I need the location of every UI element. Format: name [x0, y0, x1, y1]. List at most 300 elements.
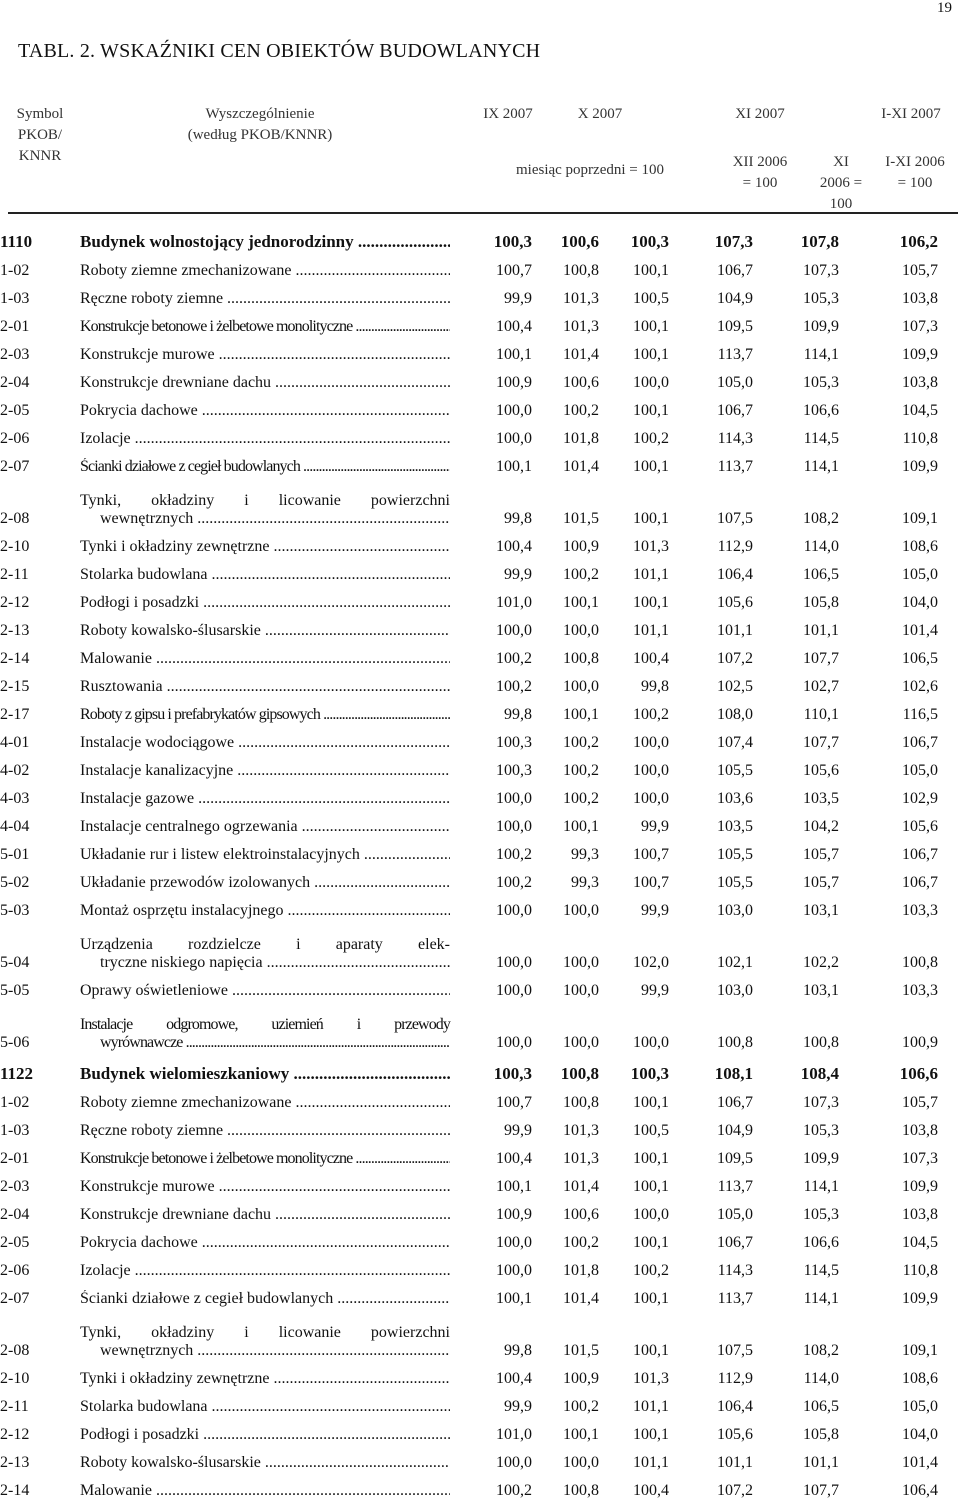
value-cell: 109,9 — [902, 1290, 938, 1307]
row-description-text: Ścianki działowe z cegieł budowlanych ..... — [80, 458, 450, 476]
value-cell: 101,1 — [717, 1454, 753, 1471]
value-cell: 109,9 — [902, 458, 938, 475]
value-cell: 100,8 — [563, 262, 599, 279]
value-cell: 105,6 — [803, 762, 839, 779]
value-cell: 102,6 — [902, 678, 938, 695]
table-row — [0, 1224, 960, 1252]
row-description — [80, 752, 450, 780]
value-cell: 99,9 — [504, 290, 532, 307]
value-cell: 105,0 — [902, 566, 938, 583]
value-cell: 104,5 — [902, 402, 938, 419]
value-cell: 100,1 — [633, 510, 669, 527]
value-cell: 100,3 — [493, 1064, 532, 1083]
value-cell: 107,5 — [717, 1342, 753, 1359]
row-code: 1-03 — [0, 1122, 30, 1139]
table-row — [0, 1444, 960, 1472]
value-cell: 105,0 — [902, 762, 938, 779]
row-description-line2: tryczne niskiego napięcia ..... — [80, 954, 450, 972]
table-row — [0, 1000, 960, 1052]
row-code: 2-13 — [0, 1454, 30, 1471]
value-cell: 107,5 — [717, 510, 753, 527]
row-code: 2-06 — [0, 1262, 30, 1279]
row-description — [80, 1416, 450, 1444]
value-cell: 99,9 — [641, 902, 669, 919]
row-code: 5-03 — [0, 902, 30, 919]
row-code: 2-11 — [0, 566, 29, 583]
row-description — [80, 696, 450, 724]
value-cell: 100,8 — [563, 650, 599, 667]
value-cell: 101,4 — [902, 622, 938, 639]
row-code: 2-07 — [0, 458, 30, 475]
row-description-text: Podłogi i posadzki ..... — [80, 594, 450, 612]
value-cell: 100,1 — [633, 346, 669, 363]
table-row — [0, 864, 960, 892]
value-cell: 100,0 — [633, 734, 669, 751]
value-cell: 100,2 — [563, 1234, 599, 1251]
row-description — [80, 528, 450, 556]
row-description — [80, 640, 450, 668]
value-cell: 105,0 — [717, 374, 753, 391]
row-description-text: Pokrycia dachowe ..... — [80, 402, 450, 420]
value-cell: 101,1 — [803, 1454, 839, 1471]
value-cell: 100,9 — [563, 538, 599, 555]
value-cell: 108,6 — [902, 538, 938, 555]
value-cell: 105,7 — [902, 1094, 938, 1111]
value-cell: 106,6 — [803, 1234, 839, 1251]
value-cell: 101,3 — [563, 1150, 599, 1167]
row-description — [80, 836, 450, 864]
value-cell: 108,4 — [800, 1064, 839, 1083]
row-code: 2-11 — [0, 1398, 29, 1415]
row-description — [80, 724, 450, 752]
table-row — [0, 1084, 960, 1112]
value-cell: 100,0 — [563, 1454, 599, 1471]
row-description — [80, 808, 450, 836]
value-cell: 100,0 — [563, 1034, 599, 1051]
value-cell: 100,4 — [496, 1150, 532, 1167]
value-cell: 101,4 — [563, 1178, 599, 1195]
value-cell: 110,8 — [902, 430, 938, 447]
row-code: 2-08 — [0, 1342, 30, 1359]
value-cell: 100,1 — [633, 458, 669, 475]
value-cell: 100,6 — [563, 374, 599, 391]
value-cell: 103,5 — [717, 818, 753, 835]
value-cell: 99,8 — [504, 706, 532, 723]
value-cell: 104,9 — [717, 290, 753, 307]
value-cell: 103,6 — [717, 790, 753, 807]
row-description — [80, 972, 450, 1000]
row-description — [80, 864, 450, 892]
table-row — [0, 1252, 960, 1280]
value-cell: 100,1 — [563, 818, 599, 835]
value-cell: 100,1 — [496, 346, 532, 363]
row-description-text: Układanie rur i listew elektroinstalacyjnych ..... — [80, 846, 450, 864]
value-cell: 100,5 — [633, 1122, 669, 1139]
table-row — [0, 920, 960, 972]
header-base-xi2006: XI 2006 = 100 — [819, 154, 863, 212]
row-description — [80, 392, 450, 420]
value-cell: 101,0 — [496, 594, 532, 611]
value-cell: 99,9 — [641, 982, 669, 999]
value-cell: 101,1 — [633, 1398, 669, 1415]
header-period-xi: XI 2007 — [735, 106, 785, 122]
row-description — [80, 364, 450, 392]
page-number: 19 — [937, 0, 952, 16]
row-description-text: Stolarka budowlana ..... — [80, 566, 450, 584]
value-cell: 100,7 — [633, 874, 669, 891]
row-description — [80, 336, 450, 364]
value-cell: 100,0 — [496, 902, 532, 919]
value-cell: 100,1 — [496, 458, 532, 475]
value-cell: 102,9 — [902, 790, 938, 807]
table-row — [0, 420, 960, 448]
value-cell: 101,5 — [563, 510, 599, 527]
value-cell: 110,1 — [803, 706, 839, 723]
row-code: 1-02 — [0, 262, 30, 279]
value-cell: 107,7 — [803, 650, 839, 667]
value-cell: 100,3 — [496, 762, 532, 779]
row-description-text: Roboty ziemne zmechanizowane ..... — [80, 262, 450, 280]
row-description — [80, 1444, 450, 1472]
row-description-text: Konstrukcje betonowe i żelbetowe monolityczne ..... — [80, 1150, 450, 1168]
row-description-text: Izolacje ..... — [80, 1262, 450, 1280]
value-cell: 114,0 — [803, 538, 839, 555]
value-cell: 100,1 — [633, 318, 669, 335]
row-description-text: Podłogi i posadzki ..... — [80, 1426, 450, 1444]
value-cell: 100,1 — [633, 1342, 669, 1359]
table-section-row — [0, 220, 960, 252]
value-cell: 101,1 — [633, 566, 669, 583]
row-description — [80, 1360, 450, 1388]
value-cell: 108,1 — [714, 1064, 753, 1083]
value-cell: 100,9 — [563, 1370, 599, 1387]
table-row — [0, 1140, 960, 1168]
value-cell: 103,8 — [902, 1206, 938, 1223]
value-cell: 100,2 — [563, 566, 599, 583]
header-base-xii2006: XII 2006 = 100 — [732, 154, 788, 191]
value-cell: 108,2 — [803, 510, 839, 527]
table-row — [0, 364, 960, 392]
value-cell: 105,6 — [717, 594, 753, 611]
value-cell: 114,3 — [717, 1262, 753, 1279]
row-description-text: Ręczne roboty ziemne ..... — [80, 1122, 450, 1140]
value-cell: 106,7 — [717, 402, 753, 419]
value-cell: 106,4 — [902, 1482, 938, 1499]
value-cell: 107,3 — [902, 318, 938, 335]
row-code: 2-01 — [0, 1150, 30, 1167]
value-cell: 113,7 — [717, 1178, 753, 1195]
row-code: 2-04 — [0, 1206, 30, 1223]
value-cell: 100,4 — [496, 318, 532, 335]
value-cell: 105,6 — [902, 818, 938, 835]
row-description-text: Instalacje wodociągowe ..... — [80, 734, 450, 752]
row-description — [80, 308, 450, 336]
row-description-text: Malowanie ..... — [80, 1482, 450, 1500]
value-cell: 100,6 — [560, 232, 599, 251]
value-cell: 105,7 — [902, 262, 938, 279]
row-description — [80, 1224, 450, 1252]
value-cell: 106,6 — [803, 402, 839, 419]
value-cell: 106,2 — [899, 232, 938, 251]
table-row — [0, 1196, 960, 1224]
row-description — [80, 476, 450, 528]
row-description — [80, 668, 450, 696]
value-cell: 100,0 — [563, 954, 599, 971]
value-cell: 100,0 — [633, 790, 669, 807]
value-cell: 100,8 — [563, 1482, 599, 1499]
header-period-ix: IX 2007 — [483, 106, 533, 122]
value-cell: 101,8 — [563, 430, 599, 447]
value-cell: 100,9 — [496, 374, 532, 391]
row-code: 5-02 — [0, 874, 30, 891]
value-cell: 100,0 — [633, 1206, 669, 1223]
row-description-line2: wewnętrznych ..... — [80, 510, 450, 528]
value-cell: 105,8 — [803, 594, 839, 611]
value-cell: 99,8 — [641, 678, 669, 695]
value-cell: 100,2 — [496, 846, 532, 863]
row-code: 2-14 — [0, 650, 30, 667]
value-cell: 100,7 — [496, 1094, 532, 1111]
value-cell: 100,2 — [563, 402, 599, 419]
row-description-line2: wyrównawcze ..... — [80, 1034, 450, 1052]
value-cell: 101,4 — [563, 346, 599, 363]
value-cell: 100,0 — [496, 1454, 532, 1471]
header-base-ixi2006: I-XI 2006 = 100 — [885, 154, 945, 191]
value-cell: 100,7 — [633, 846, 669, 863]
row-description — [80, 1000, 450, 1052]
value-cell: 114,5 — [803, 1262, 839, 1279]
value-cell: 100,7 — [496, 262, 532, 279]
value-cell: 101,3 — [633, 538, 669, 555]
value-cell: 105,6 — [717, 1426, 753, 1443]
value-cell: 110,8 — [902, 1262, 938, 1279]
row-description-line1: Urządzenia rozdzielcze i aparaty elek- — [80, 936, 450, 953]
row-description-line1: Tynki, okładziny i licowanie powierzchni — [80, 1324, 450, 1341]
table-row — [0, 1308, 960, 1360]
value-cell: 106,7 — [902, 734, 938, 751]
value-cell: 100,0 — [496, 790, 532, 807]
row-code: 4-01 — [0, 734, 30, 751]
value-cell: 106,7 — [717, 262, 753, 279]
value-cell: 105,3 — [803, 290, 839, 307]
value-cell: 100,0 — [563, 622, 599, 639]
value-cell: 108,6 — [902, 1370, 938, 1387]
value-cell: 103,0 — [717, 902, 753, 919]
value-cell: 101,3 — [633, 1370, 669, 1387]
value-cell: 105,8 — [803, 1426, 839, 1443]
value-cell: 106,7 — [717, 1234, 753, 1251]
row-description — [80, 280, 450, 308]
value-cell: 100,0 — [563, 678, 599, 695]
value-cell: 104,9 — [717, 1122, 753, 1139]
value-cell: 100,0 — [496, 402, 532, 419]
value-cell: 99,9 — [504, 1398, 532, 1415]
value-cell: 100,0 — [496, 1234, 532, 1251]
value-cell: 102,0 — [633, 954, 669, 971]
value-cell: 100,1 — [496, 1290, 532, 1307]
row-code: 2-08 — [0, 510, 30, 527]
value-cell: 100,1 — [563, 706, 599, 723]
value-cell: 103,3 — [902, 902, 938, 919]
row-description-text: Budynek wielomieszkaniowy ..... — [80, 1064, 450, 1084]
value-cell: 114,1 — [803, 346, 839, 363]
value-cell: 100,4 — [633, 1482, 669, 1499]
value-cell: 106,6 — [899, 1064, 938, 1083]
value-cell: 102,7 — [803, 678, 839, 695]
value-cell: 107,7 — [803, 734, 839, 751]
row-description — [80, 420, 450, 448]
value-cell: 100,0 — [633, 762, 669, 779]
value-cell: 107,7 — [803, 1482, 839, 1499]
value-cell: 100,3 — [496, 734, 532, 751]
row-code: 1-02 — [0, 1094, 30, 1111]
table-row — [0, 476, 960, 528]
row-description-text: Układanie przewodów izolowanych ..... — [80, 874, 450, 892]
row-code: 2-10 — [0, 1370, 30, 1387]
value-cell: 112,9 — [717, 1370, 753, 1387]
value-cell: 99,9 — [504, 1122, 532, 1139]
table-row — [0, 556, 960, 584]
value-cell: 106,4 — [717, 1398, 753, 1415]
value-cell: 101,4 — [902, 1454, 938, 1471]
row-description-text: Izolacje ..... — [80, 430, 450, 448]
value-cell: 100,0 — [633, 1034, 669, 1051]
value-cell: 100,1 — [633, 402, 669, 419]
row-description-text: Montaż osprzętu instalacyjnego ..... — [80, 902, 450, 920]
row-code: 2-01 — [0, 318, 30, 335]
value-cell: 103,8 — [902, 374, 938, 391]
value-cell: 114,3 — [717, 430, 753, 447]
value-cell: 106,5 — [803, 1398, 839, 1415]
value-cell: 100,4 — [633, 650, 669, 667]
value-cell: 114,5 — [803, 430, 839, 447]
value-cell: 109,9 — [902, 346, 938, 363]
row-code: 5-04 — [0, 954, 30, 971]
row-description-text: Malowanie ..... — [80, 650, 450, 668]
value-cell: 104,0 — [902, 594, 938, 611]
row-code: 2-15 — [0, 678, 30, 695]
value-cell: 100,0 — [563, 902, 599, 919]
row-description-text: Roboty z gipsu i prefabrykatów gipsowych ..... — [80, 706, 450, 724]
value-cell: 100,2 — [563, 762, 599, 779]
value-cell: 114,1 — [803, 1178, 839, 1195]
value-cell: 100,6 — [563, 1206, 599, 1223]
value-cell: 100,2 — [563, 734, 599, 751]
value-cell: 100,2 — [496, 650, 532, 667]
value-cell: 108,0 — [717, 706, 753, 723]
row-description — [80, 556, 450, 584]
value-cell: 100,2 — [496, 874, 532, 891]
header-symbol: Symbol PKOB/ KNNR — [16, 106, 64, 164]
value-cell: 109,5 — [717, 1150, 753, 1167]
value-cell: 100,8 — [803, 1034, 839, 1051]
table-row — [0, 448, 960, 476]
value-cell: 112,9 — [717, 538, 753, 555]
row-description — [80, 1308, 450, 1360]
value-cell: 100,1 — [563, 594, 599, 611]
table-row — [0, 1360, 960, 1388]
value-cell: 100,1 — [633, 1094, 669, 1111]
value-cell: 102,1 — [717, 954, 753, 971]
row-code: 2-13 — [0, 622, 30, 639]
value-cell: 114,1 — [803, 1290, 839, 1307]
value-cell: 101,0 — [496, 1426, 532, 1443]
table-row — [0, 836, 960, 864]
value-cell: 105,3 — [803, 1122, 839, 1139]
row-code: 5-05 — [0, 982, 30, 999]
row-description — [80, 1196, 450, 1224]
value-cell: 101,3 — [563, 318, 599, 335]
value-cell: 106,7 — [902, 846, 938, 863]
row-description-line1: Tynki, okładziny i licowanie powierzchni — [80, 492, 450, 509]
value-cell: 109,9 — [803, 1150, 839, 1167]
value-cell: 103,3 — [902, 982, 938, 999]
value-cell: 101,1 — [633, 622, 669, 639]
table-row — [0, 612, 960, 640]
value-cell: 106,5 — [902, 650, 938, 667]
value-cell: 103,5 — [803, 790, 839, 807]
row-description — [80, 780, 450, 808]
row-description — [80, 1280, 450, 1308]
row-code: 2-05 — [0, 402, 30, 419]
value-cell: 100,0 — [496, 622, 532, 639]
value-cell: 100,0 — [496, 982, 532, 999]
value-cell: 107,2 — [717, 650, 753, 667]
table-row — [0, 1280, 960, 1308]
row-description-line2: wewnętrznych ..... — [80, 1342, 450, 1360]
value-cell: 105,0 — [902, 1398, 938, 1415]
value-cell: 109,1 — [902, 1342, 938, 1359]
row-code: 5-01 — [0, 846, 30, 863]
value-cell: 101,3 — [563, 1122, 599, 1139]
row-description — [80, 1252, 450, 1280]
row-description-text: Rusztowania ..... — [80, 678, 450, 696]
value-cell: 109,9 — [902, 1178, 938, 1195]
row-code: 2-03 — [0, 346, 30, 363]
value-cell: 100,8 — [560, 1064, 599, 1083]
value-cell: 107,3 — [902, 1150, 938, 1167]
table-title: TABL. 2. WSKAŹNIKI CEN OBIEKTÓW BUDOWLANYCH — [18, 40, 541, 62]
value-cell: 100,8 — [717, 1034, 753, 1051]
value-cell: 109,9 — [803, 318, 839, 335]
value-cell: 100,1 — [633, 594, 669, 611]
value-cell: 114,0 — [803, 1370, 839, 1387]
row-description — [80, 1052, 450, 1084]
row-code: 4-03 — [0, 790, 30, 807]
row-description-text: Tynki i okładziny zewnętrzne ..... — [80, 1370, 450, 1388]
value-cell: 101,8 — [563, 1262, 599, 1279]
header-period-ixi: I-XI 2007 — [881, 106, 941, 122]
value-cell: 104,2 — [803, 818, 839, 835]
value-cell: 100,0 — [496, 1034, 532, 1051]
table-row — [0, 336, 960, 364]
table-row — [0, 972, 960, 1000]
value-cell: 99,8 — [504, 1342, 532, 1359]
value-cell: 100,2 — [563, 790, 599, 807]
value-cell: 100,1 — [633, 262, 669, 279]
value-cell: 100,0 — [496, 430, 532, 447]
table-row — [0, 696, 960, 724]
value-cell: 101,5 — [563, 1342, 599, 1359]
table-row — [0, 752, 960, 780]
row-code: 2-07 — [0, 1290, 30, 1307]
value-cell: 100,2 — [496, 678, 532, 695]
table-row — [0, 1472, 960, 1500]
value-cell: 102,5 — [717, 678, 753, 695]
row-description-text: Konstrukcje drewniane dachu ..... — [80, 1206, 450, 1224]
value-cell: 100,2 — [496, 1482, 532, 1499]
value-cell: 100,1 — [633, 1234, 669, 1251]
